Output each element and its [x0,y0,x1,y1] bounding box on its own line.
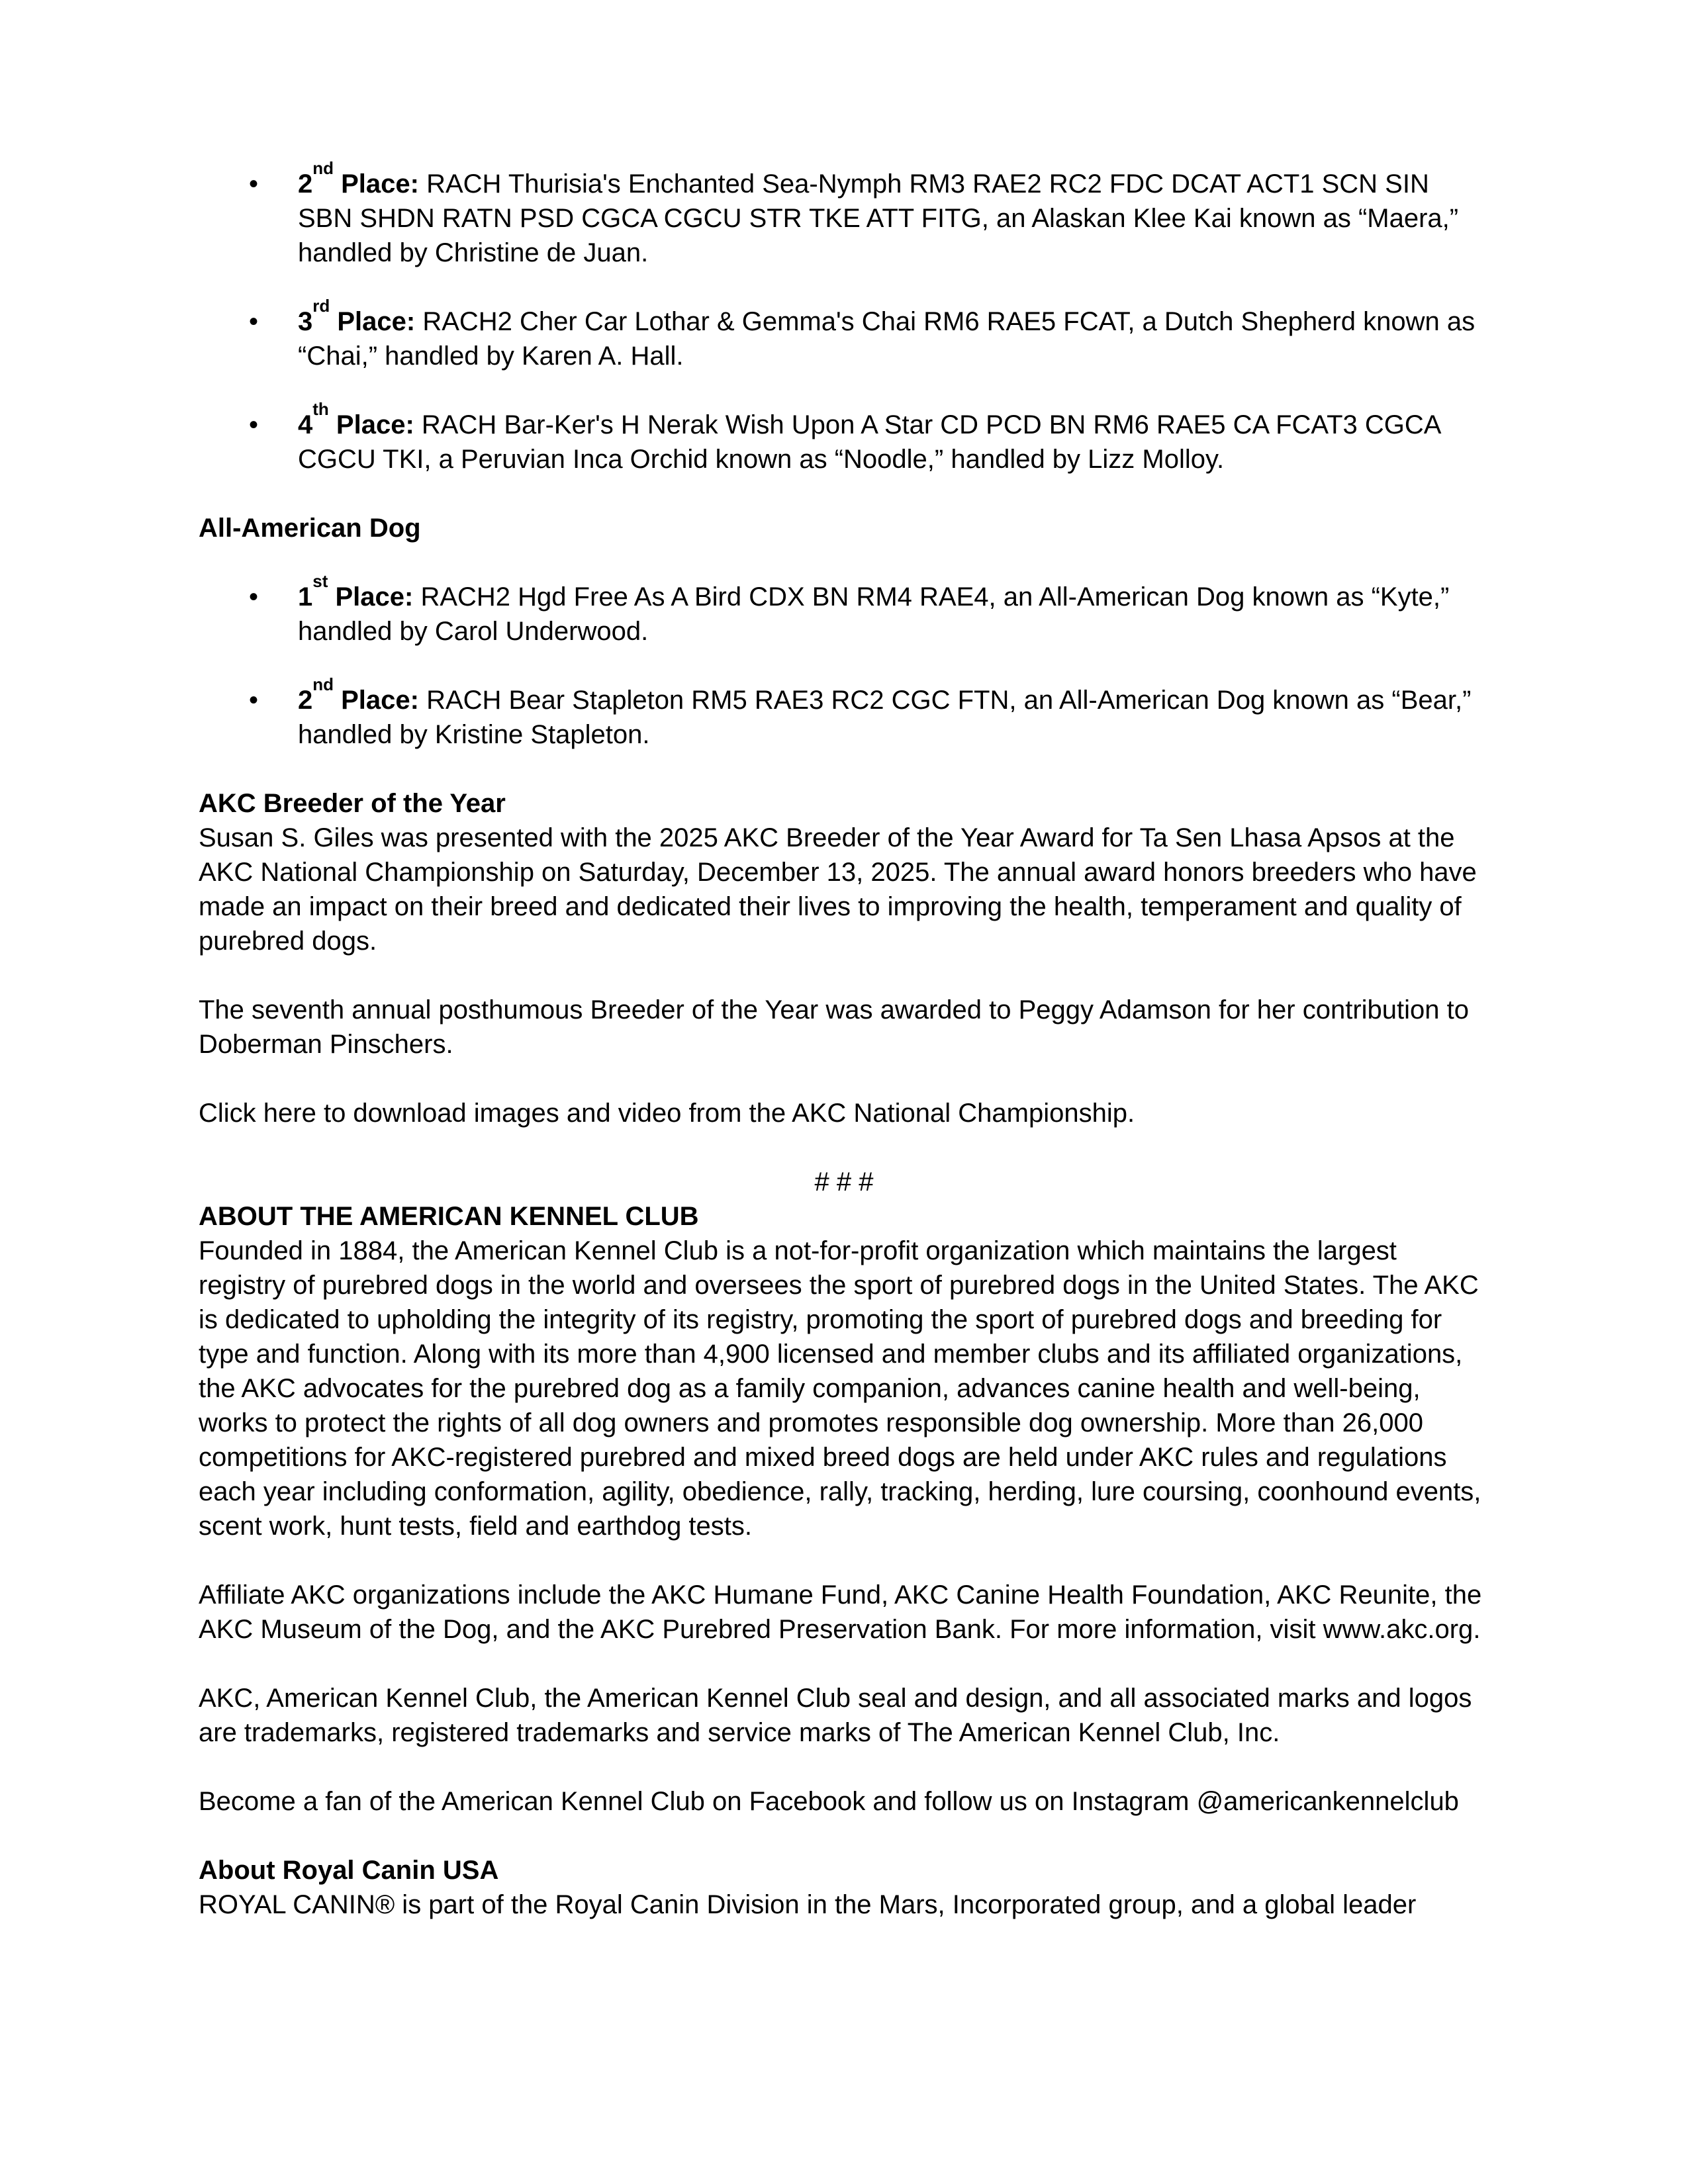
social-text: Become a fan of the American Kennel Club on Facebook and follow us on Instagram [199,1787,1197,1816]
place-ordinal: 2 [298,686,313,715]
place-label: Place: [328,582,414,612]
paragraph-about-akc: Founded in 1884, the American Kennel Club is a not-for-profit organization which maintains the largest registry of purebred dogs in the world and oversees the sport of purebred dogs in the United States. The AKC is dedicated to upholding the integrity of its registry, promoting the sport of purebred dogs and breeding for type and function. Along with its more than 4,900 licensed and member clubs and its affiliated organizations, the AKC advocates for the purebred dog as a family companion, advances canine health and well-being, works to protect the rights of all dog owners and promotes responsible dog ownership. More than 26,000 competitions for AKC-registered purebred and mixed breed dogs are held under AKC rules and regulations each year including conformation, agility, obedience, rally, tracking, herding, lure coursing, coonhound events, scent work, hunt tests, field and earthdog tests. [199,1236,1481,1541]
paragraph-social [199,1784,1489,1819]
placement-text: RACH2 Cher Car Lothar & Gemma's Chai RM6 RAE5 FCAT, a Dutch Shepherd known as “Chai,” handled by Karen A. Hall. [298,307,1476,371]
place-label: Place: [330,307,416,336]
ordinal-suffix: nd [312,674,334,694]
affiliates-text: Affiliate AKC organizations include the AKC Humane Fund, AKC Canine Health Foundation, AKC Reunite, the AKC Museum of the Dog, and the AKC Purebred Preservation Bank. For more information, visit [199,1580,1482,1644]
section-heading-breeder-of-the-year: AKC Breeder of the Year [199,789,506,818]
list-item [199,398,1489,477]
blank-line [199,1647,1489,1681]
place-ordinal: 4 [298,410,313,439]
section-heading-all-american-dog: All-American Dog [199,514,421,543]
paragraph-download [199,1096,1489,1130]
place-ordinal: 2 [298,169,313,199]
list-item [199,295,1489,373]
list-item [199,158,1489,270]
paragraph-breeder-award: Susan S. Giles was presented with the 2025 AKC Breeder of the Year Award for Ta Sen Lhasa Apsos at the AKC National Championship on Saturday, December 13, 2025. The annual award honors breeders who have made an impact on their breed and dedicated their lives to improving the health, temperament and quality of purebred dogs. [199,823,1477,956]
download-text: to download images and video from the AKC National Championship. [316,1099,1135,1128]
placement-text: RACH2 Hgd Free As A Bird CDX BN RM4 RAE4, an All-American Dog known as “Kyte,” handled by Carol Underwood. [298,582,1450,646]
place-ordinal: 1 [298,582,313,612]
blank-line [199,477,1489,511]
blank-line [199,1130,1489,1165]
affiliates-text-end: . [1473,1615,1481,1644]
placement-list-top [199,158,1489,477]
blank-line [199,958,1489,993]
blank-line [199,752,1489,786]
list-item [199,674,1489,752]
placement-text: RACH Bear Stapleton RM5 RAE3 RC2 CGC FTN, an All-American Dog known as “Bear,” handled by Kristine Stapleton. [298,686,1472,749]
instagram-handle: @americankennelclub [1196,1787,1459,1816]
ordinal-suffix: st [312,570,328,591]
place-label: Place: [328,410,414,439]
akc-website-link[interactable]: www.akc.org [1323,1615,1474,1644]
paragraph-royal-canin: ROYAL CANIN® is part of the Royal Canin Division in the Mars, Incorporated group, and a global leader [199,1890,1417,1919]
placement-text: RACH Thurisia's Enchanted Sea-Nymph RM3 RAE2 RC2 FDC DCAT ACT1 SCN SIN SBN SHDN RATN PSD CGCA CGCU STR TKE ATT FITG, an Alaskan Klee Kai known as “Maera,” handled by Christine de Juan. [298,169,1459,267]
end-marker: # # # [814,1167,874,1197]
placement-list-all-american [199,570,1489,752]
blank-line [199,1062,1489,1096]
section-heading-royal-canin: About Royal Canin USA [199,1856,499,1885]
list-item [199,570,1489,649]
blank-line [199,1819,1489,1853]
blank-line [199,545,1489,580]
ordinal-suffix: rd [312,295,330,316]
ordinal-suffix: th [312,398,329,419]
blank-line [199,1543,1489,1578]
download-link[interactable]: Click here [199,1099,316,1128]
paragraph-posthumous-award: The seventh annual posthumous Breeder of the Year was awarded to Peggy Adamson for her contribution to Doberman Pinschers. [199,995,1470,1059]
paragraph-affiliates [199,1578,1489,1647]
place-label: Place: [334,686,419,715]
section-heading-about-akc: ABOUT THE AMERICAN KENNEL CLUB [199,1202,699,1231]
ordinal-suffix: nd [312,158,334,178]
place-ordinal: 3 [298,307,313,336]
paragraph-trademarks: AKC, American Kennel Club, the American Kennel Club seal and design, and all associated marks and logos are trademarks, registered trademarks and service marks of The American Kennel Club, Inc. [199,1684,1472,1747]
placement-text: RACH Bar-Ker's H Nerak Wish Upon A Star CD PCD BN RM6 RAE5 CA FCAT3 CGCA CGCU TKI, a Peruvian Inca Orchid known as “Noodle,” handled by Lizz Molloy. [298,410,1440,474]
place-label: Place: [334,169,419,199]
blank-line [199,1750,1489,1784]
